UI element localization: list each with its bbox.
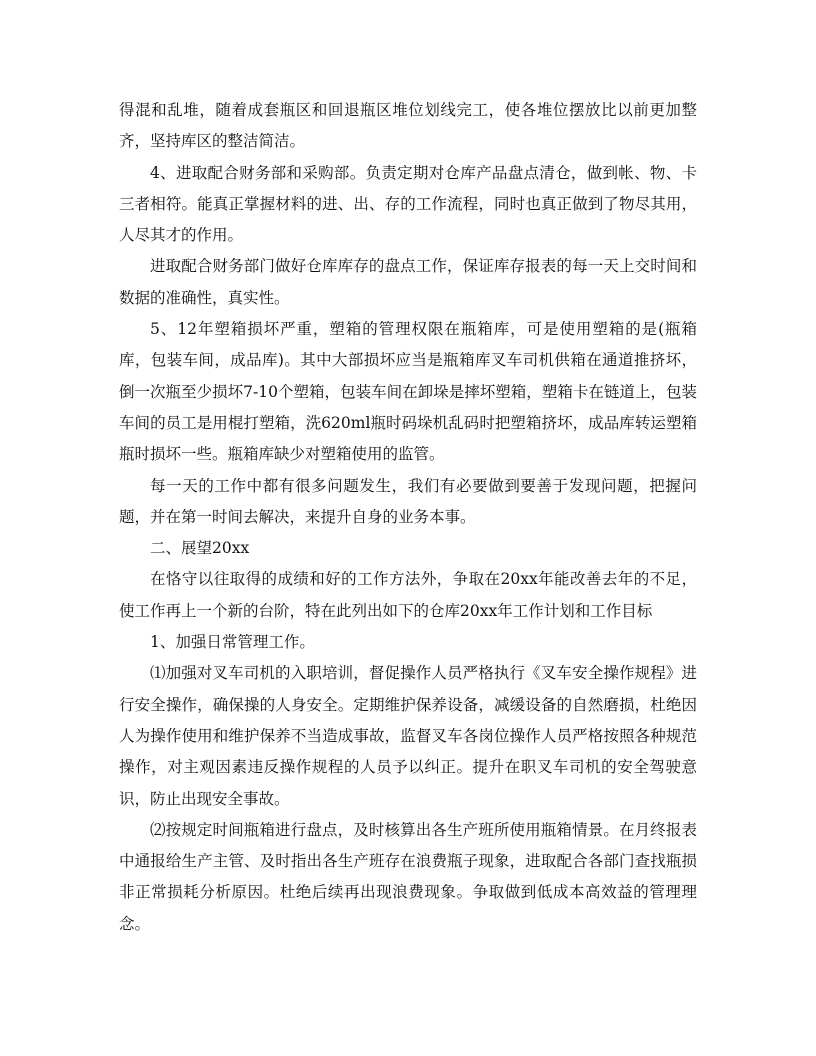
paragraph-9: ⑴加强对叉车司机的入职培训，督促操作人员严格执行《叉车安全操作规程》进行安全操作，确保操的人身安全。定期维护保养设备，减缓设备的自然磨损，杜绝因人为操作使用和维护保养不当造成事故，监督叉车各岗位操作人员严格按照各种规范操作，对主观因素违反操作规程的人员予以纠正。提升在职叉车司机的安全驾驶意识，防止出现安全事故。 [119, 664, 697, 808]
paragraph-5: 每一天的工作中都有很多问题发生，我们有必要做到要善于发现问题，把握问题，并在第一时间去解决，来提升自身的业务本事。 [119, 476, 697, 526]
paragraph-2: 4、进取配合财务部和采购部。负责定期对仓库产品盘点清仓，做到帐、物、卡三者相符。能真正掌握材料的进、出、存的工作流程，同时也真正做到了物尽其用，人尽其才的作用。 [119, 163, 697, 245]
section-heading: 二、展望20xx [150, 539, 250, 558]
subheading: 1、加强日常管理工作。 [150, 633, 315, 652]
paragraph-4: 5、12年塑箱损坏严重，塑箱的管理权限在瓶箱库，可是使用塑箱的是(瓶箱库，包装车间，成品库)。其中大部损坏应当是瓶箱库叉车司机供箱在通道推挤坏，倒一次瓶至少损坏7-10个塑箱，包装车间在卸垛是摔坏塑箱，塑箱卡在链道上，包装车间的员工是用棍打塑箱，洗620ml瓶时码垛机乱码时把塑箱挤坏，成品库转运塑箱瓶时损坏一些。瓶箱库缺少对塑箱使用的监管。 [119, 320, 697, 464]
document-page [119, 95, 697, 940]
paragraph-10: ⑵按规定时间瓶箱进行盘点，及时核算出各生产班所使用瓶箱情景。在月终报表中通报给生产主管、及时指出各生产班存在浪费瓶子现象，进取配合各部门查找瓶损非正常损耗分析原因。杜绝后续再出现浪费现象。争取做到低成本高效益的管理理念。 [119, 820, 697, 933]
paragraph-7: 在恪守以往取得的成绩和好的工作方法外，争取在20xx年能改善去年的不足，使工作再上一个新的台阶，特在此列出如下的仓库20xx年工作计划和工作目标 [119, 570, 697, 620]
paragraph-3: 进取配合财务部门做好仓库库存的盘点工作，保证库存报表的每一天上交时间和数据的准确性，真实性。 [119, 257, 697, 307]
paragraph-1: 得混和乱堆，随着成套瓶区和回退瓶区堆位划线完工，使各堆位摆放比以前更加整齐，坚持库区的整洁简洁。 [119, 101, 697, 151]
